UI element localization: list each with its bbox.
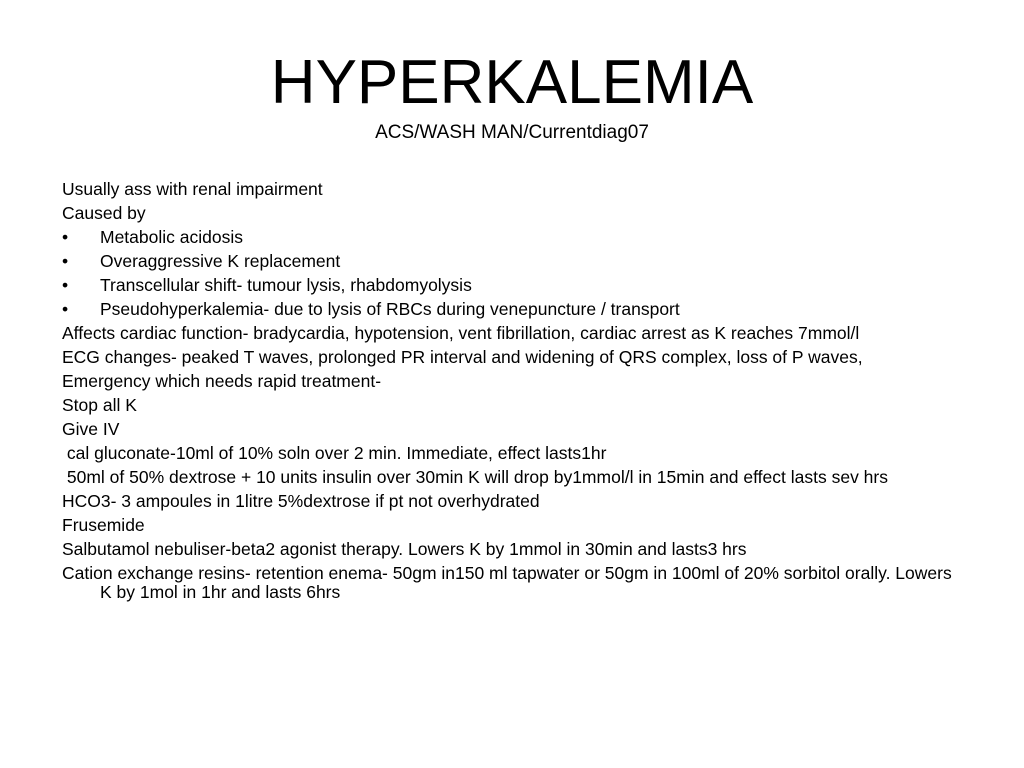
slide-title: HYPERKALEMIA [270, 48, 754, 117]
body-line: Caused by [62, 203, 146, 223]
bullet-marker: • [62, 227, 69, 247]
body-line: cal gluconate-10ml of 10% soln over 2 min. Immediate, effect lasts1hr [62, 443, 607, 463]
body-line: Stop all K [62, 395, 137, 415]
body-line: HCO3- 3 ampoules in 1litre 5%dextrose if pt not overhydrated [62, 491, 540, 511]
body-line: Usually ass with renal impairment [62, 179, 323, 199]
bullet-marker: • [62, 251, 69, 271]
slide-body [62, 180, 962, 607]
bullet-item [62, 228, 962, 247]
bullet-text: Pseudohyperkalemia- due to lysis of RBCs during venepuncture / transport [100, 299, 680, 319]
bullet-item [62, 276, 962, 295]
body-line: 50ml of 50% dextrose + 10 units insulin over 30min K will drop by1mmol/l in 15min and effect lasts sev hrs [62, 467, 888, 487]
bullet-text: Overaggressive K replacement [100, 251, 341, 271]
bullet-item [62, 300, 962, 319]
body-line: Cation exchange resins- retention enema- 50gm in150 ml tapwater or 50gm in 100ml of 20% sorbitol orally. Lowers K by 1mol in 1hr and lasts 6hrs [62, 563, 952, 602]
body-line: Salbutamol nebuliser-beta2 agonist therapy. Lowers K by 1mmol in 30min and lasts3 hrs [62, 539, 747, 559]
slide-subtitle: ACS/WASH MAN/Currentdiag07 [375, 122, 649, 143]
body-line: Frusemide [62, 515, 145, 535]
body-line: Affects cardiac function- bradycardia, hypotension, vent fibrillation, cardiac arrest as K reaches 7mmol/l [62, 323, 860, 343]
bullet-item [62, 252, 962, 271]
body-line: Emergency which needs rapid treatment- [62, 371, 382, 391]
bullet-text: Transcellular shift- tumour lysis, rhabdomyolysis [100, 275, 472, 295]
bullet-marker: • [62, 299, 69, 319]
bullet-text: Metabolic acidosis [100, 227, 243, 247]
bullet-marker: • [62, 275, 69, 295]
body-line: ECG changes- peaked T waves, prolonged PR interval and widening of QRS complex, loss of P waves, [62, 347, 863, 367]
body-line: Give IV [62, 419, 120, 439]
